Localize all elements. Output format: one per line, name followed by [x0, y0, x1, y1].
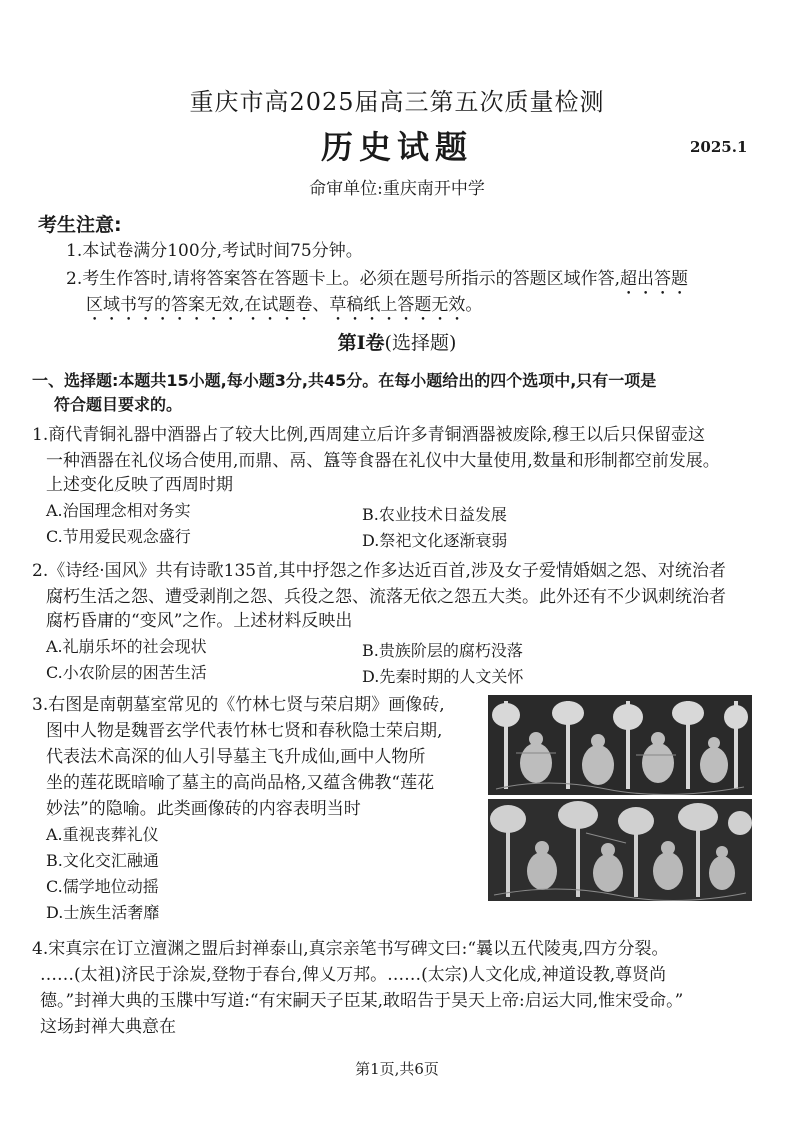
q2-option-d[interactable]: D.先秦时期的人文关怀 — [362, 667, 524, 686]
q1-option-c[interactable]: C.节用爱民观念盛行 — [46, 527, 191, 546]
part-title: 第Ⅰ卷 — [337, 332, 385, 354]
q1-line-2: 一种酒器在礼仪场合使用,而鼎、鬲、簋等食器在礼仪中大量使用,数量和形制都空前发展。 — [46, 451, 720, 471]
q1-option-d[interactable]: D.祭祀文化逐渐衰弱 — [362, 531, 508, 550]
notice-item-1: 1.本试卷满分100分,考试时间75分钟。 — [66, 241, 363, 261]
q2-line-1: 2.《诗经·国风》共有诗歌135首,其中抒怨之作多达近百首,涉及女子爱情婚姻之怨、对统治者 — [32, 561, 726, 581]
q3-option-c[interactable]: C.儒学地位动摇 — [46, 877, 159, 896]
q3-line-5: 妙法”的隐喻。此类画像砖的内容表明当时 — [46, 799, 361, 819]
q3-line-3: 代表法术高深的仙人引导墓主飞升成仙,画中人物所 — [46, 747, 426, 767]
section-instructions-1: 一、选择题:本题共15小题,每小题3分,共45分。在每小题给出的四个选项中,只有一项是 — [32, 371, 657, 390]
q3-line-2: 图中人物是魏晋玄学代表竹林七贤和春秋隐士荣启期, — [46, 721, 443, 741]
q1-option-b[interactable]: B.农业技术日益发展 — [362, 505, 507, 524]
notice-item-2-emphasis-cont: 区域书写的答案无效,在试题卷、草稿纸上答题无效。 — [86, 295, 483, 315]
q1-line-1: 1.商代青铜礼器中酒器占了较大比例,西周建立后许多青铜酒器被废除,穆王以后只保留壶这 — [32, 425, 706, 445]
q4-line-1: 4.宋真宗在订立澶渊之盟后封禅泰山,真宗亲笔书写碑文曰:“曩以五代陵夷,四方分裂。 — [32, 939, 669, 959]
part-subtitle: (选择题) — [384, 332, 457, 354]
q3-option-d[interactable]: D.士族生活奢靡 — [46, 903, 160, 922]
brick-relief-image — [486, 693, 754, 903]
q1-option-a[interactable]: A.治国理念相对务实 — [46, 501, 191, 520]
notice-heading: 考生注意: — [38, 214, 122, 236]
q2-line-2: 腐朽生活之怨、遭受剥削之怨、兵役之怨、流落无依之怨五大类。此外还有不少讽刺统治者 — [46, 587, 726, 607]
q2-option-c[interactable]: C.小农阶层的困苦生活 — [46, 663, 207, 682]
section-instructions-2: 符合题目要求的。 — [54, 395, 183, 414]
q2-option-a[interactable]: A.礼崩乐坏的社会现状 — [46, 637, 207, 656]
q1-line-3: 上述变化反映了西周时期 — [46, 475, 233, 495]
brick-relief-svg — [486, 693, 754, 903]
exam-main-title: 重庆市高2025届高三第五次质量检测 — [189, 88, 605, 116]
exam-setter: 命审单位:重庆南开中学 — [309, 179, 485, 199]
q4-line-4: 这场封禅大典意在 — [40, 1017, 176, 1037]
subject-title: 历史试题 — [320, 128, 473, 166]
exam-date: 2025.1 — [690, 138, 748, 156]
q3-option-a[interactable]: A.重视丧葬礼仪 — [46, 825, 159, 844]
part-heading — [0, 328, 794, 355]
q2-line-3: 腐朽昏庸的“变风”之作。上述材料反映出 — [46, 611, 353, 631]
q2-option-b[interactable]: B.贵族阶层的腐朽没落 — [362, 641, 523, 660]
q3-option-b[interactable]: B.文化交汇融通 — [46, 851, 159, 870]
q4-line-2: ……(太祖)济民于涂炭,登物于春台,俾乂万邦。……(太宗)人文化成,神道设教,尊贤尚 — [40, 965, 667, 985]
q3-line-4: 坐的莲花既暗喻了墓主的高尚品格,又蕴含佛教“莲花 — [46, 773, 435, 793]
page-number: 第1页,共6页 — [355, 1060, 439, 1078]
notice-item-2-emphasis: 超出答题 — [620, 269, 689, 289]
notice-item-2-text: 2.考生作答时,请将答案答在答题卡上。必须在题号所指示的答题区域作答, — [66, 269, 621, 289]
q3-line-1: 3.右图是南朝墓室常见的《竹林七贤与荣启期》画像砖, — [32, 695, 445, 715]
q4-line-3: 德。”封禅大典的玉牒中写道:“有宋嗣天子臣某,敢昭告于昊天上帝:启运大同,惟宋受命。” — [40, 991, 684, 1011]
